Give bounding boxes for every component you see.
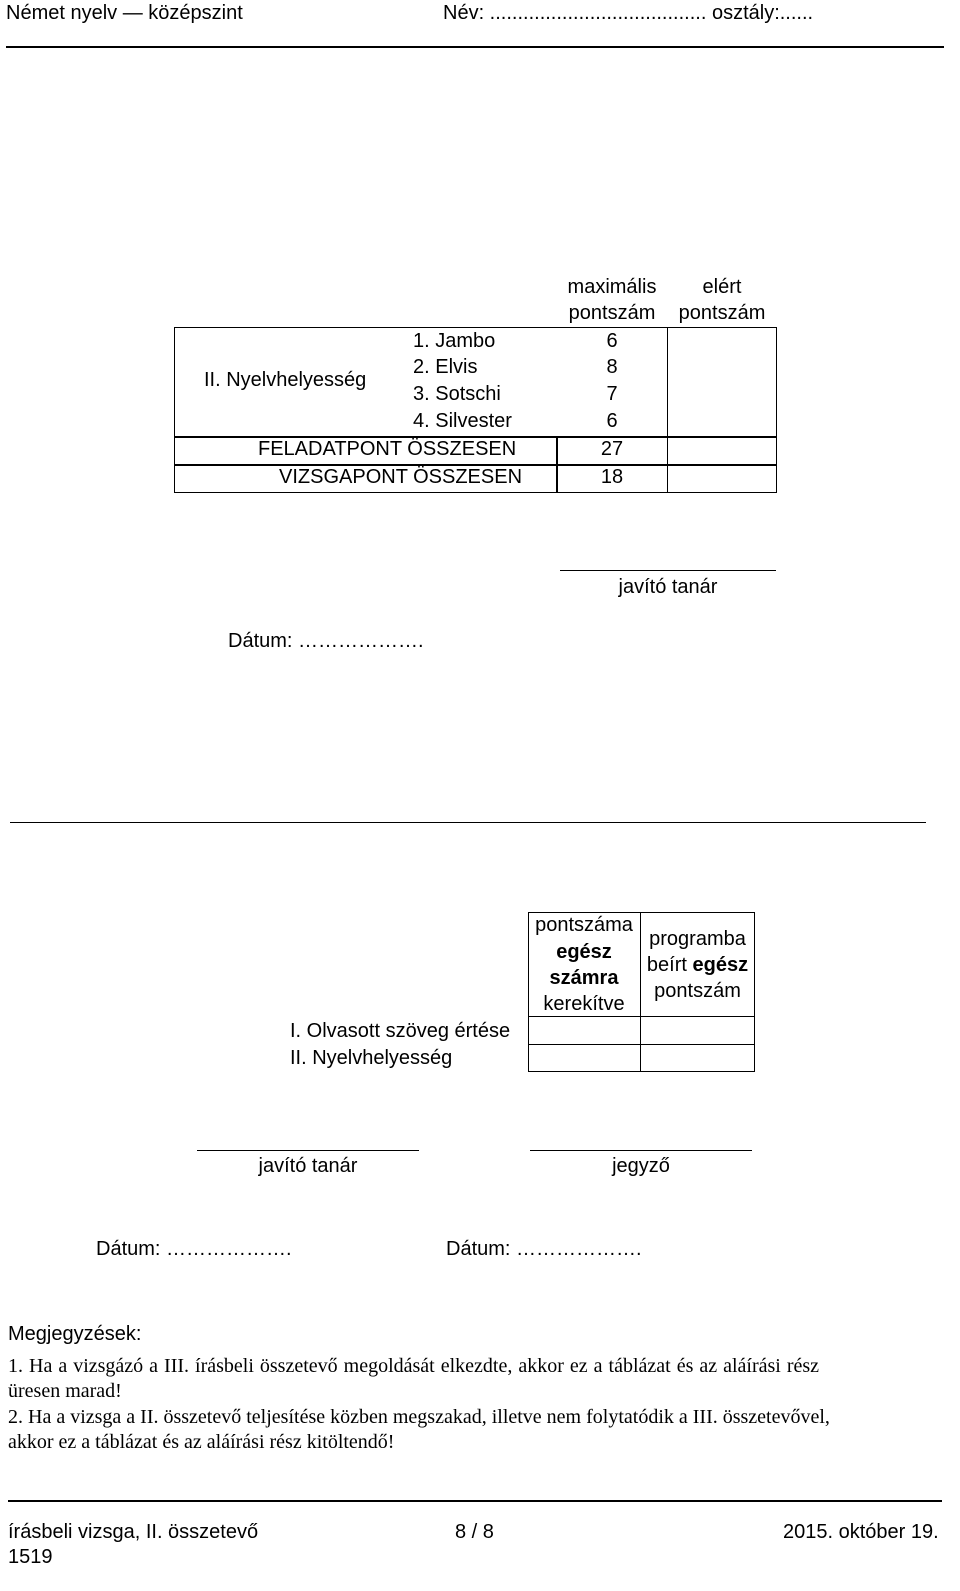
header-name-field: Név: ....................................... osztály:...... <box>443 2 814 24</box>
table2-row-label-1: I. Olvasott szöveg értése <box>290 1020 511 1042</box>
task-max-2: 8 <box>606 356 618 378</box>
col1-heading-3-text: számra <box>549 967 619 989</box>
footer-page: 8 / 8 <box>455 1521 494 1543</box>
col2-heading-1: programba <box>649 928 746 950</box>
col1-heading-4: kerekítve <box>543 993 625 1015</box>
col2-heading-2a: beírt <box>646 954 693 976</box>
footer-left: írásbeli vizsga, II. összetevő <box>8 1521 259 1543</box>
footer-code: 1519 <box>8 1546 53 1568</box>
col2-heading-2b: egész <box>692 954 749 976</box>
table1-right-border <box>776 327 777 493</box>
col-max-heading-2: pontszám <box>568 302 656 324</box>
section-label: II. Nyelvhelyesség <box>204 369 367 391</box>
table2-row2-divider <box>640 1044 641 1072</box>
note-1-line-2: üresen marad! <box>8 1380 122 1402</box>
total-exam-value: 18 <box>600 466 624 488</box>
section-divider <box>10 822 926 823</box>
footer-date: 2015. október 19. <box>783 1521 939 1543</box>
task-max-3: 7 <box>606 383 618 405</box>
col-achieved-heading-1: elért <box>702 276 742 298</box>
note-1-line-1: 1. Ha a vizsgázó a III. írásbeli összetevő megoldását elkezdte, akkor ez a táblázat és az aláírási rész <box>8 1355 820 1377</box>
table2-row-label-2: II. Nyelvhelyesség <box>290 1047 453 1069</box>
signature-line-teacher <box>197 1150 419 1151</box>
col1-heading-1: pontszáma <box>535 914 633 936</box>
signature-date-1: Dátum: ………………. <box>228 630 424 652</box>
signature-line-notary <box>530 1150 752 1151</box>
signature-date-left: Dátum: ………………. <box>96 1238 292 1260</box>
table1-bottom-border <box>174 492 776 493</box>
signature-date-right: Dátum: ………………. <box>446 1238 642 1260</box>
col2-heading-2 <box>640 954 755 977</box>
total-task-value: 27 <box>600 438 624 460</box>
task-label-3: 3. Sotschi <box>413 383 501 405</box>
note-2-line-1: 2. Ha a vizsga a II. összetevő teljesítése közben megszakad, illetve nem folytatódik a III. összetevővel, <box>8 1406 830 1428</box>
col-max-heading-1: maximális <box>567 276 657 298</box>
col1-heading-2-text: egész <box>556 941 612 963</box>
task-max-1: 6 <box>606 330 618 352</box>
total-task-label: FELADATPONT ÖSSZESEN <box>258 438 517 460</box>
table1-left-border <box>174 327 175 493</box>
note-2-line-2: akkor ez a táblázat és az aláírási rész kitöltendő! <box>8 1431 395 1453</box>
task-max-4: 6 <box>606 410 618 432</box>
task-label-2: 2. Elvis <box>413 356 478 378</box>
signature-teacher-label: javító tanár <box>258 1155 358 1177</box>
signature-notary-label: jegyző <box>612 1155 670 1177</box>
col1-heading-3 <box>528 967 640 990</box>
notes-title: Megjegyzések: <box>8 1323 142 1345</box>
col1-heading-2 <box>528 941 640 964</box>
task-label-4: 4. Silvester <box>413 410 512 432</box>
signature-line-1 <box>560 570 776 571</box>
table2-row2-top <box>528 1044 755 1045</box>
table1-top-border <box>174 327 776 328</box>
signature-role-1: javító tanár <box>618 576 718 598</box>
col2-heading-3: pontszám <box>654 980 741 1002</box>
task-label-1: 1. Jambo <box>413 330 496 352</box>
total-exam-label: VIZSGAPONT ÖSSZESEN <box>279 466 523 488</box>
header-subject: Német nyelv — középszint <box>6 2 243 24</box>
footer-rule <box>8 1500 942 1502</box>
table2-row1-top <box>528 1016 755 1017</box>
col-achieved-heading-2: pontszám <box>678 302 766 324</box>
header-rule <box>6 46 944 48</box>
